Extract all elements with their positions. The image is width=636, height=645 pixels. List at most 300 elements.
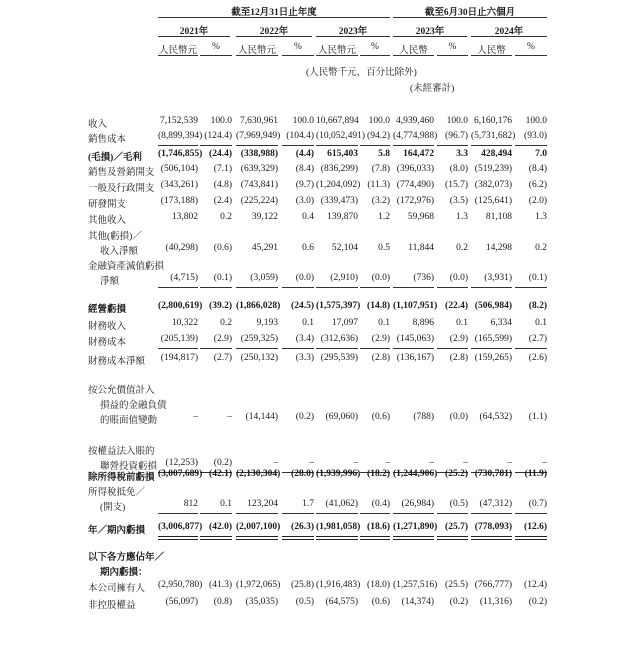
year-rule-2022	[236, 36, 312, 37]
row-label: 淨額	[100, 277, 120, 287]
amount-cell: (1,575,397)	[316, 301, 361, 311]
amount-cell: (1,271,890)	[393, 522, 438, 532]
row-label: 年／期內虧損	[88, 526, 146, 536]
amount-cell: (64,532)	[479, 412, 512, 422]
amount-cell: –	[353, 458, 358, 468]
percent-cell: (18.6)	[367, 522, 390, 532]
row-label: 收入淨額	[100, 247, 139, 257]
percent-cell: (2.9)	[449, 334, 468, 344]
year-header-h1-2023: 2023年	[415, 27, 445, 37]
year-rule-h1-2023	[393, 36, 467, 37]
amount-cell: –	[429, 458, 434, 468]
percent-cell: 100.0	[446, 116, 468, 126]
percent-cell: (12.6)	[524, 522, 547, 532]
subtotal-rule	[437, 287, 468, 288]
subtotal-rule	[236, 513, 278, 514]
amount-cell: 139,870	[327, 212, 358, 222]
percent-cell: (4.8)	[213, 180, 232, 190]
percent-cell: (2.7)	[528, 334, 547, 344]
percent-cell: 100.0	[525, 116, 547, 126]
amount-cell: (1,746,855)	[158, 149, 203, 159]
subtotal-rule	[236, 287, 278, 288]
amount-cell: 45,291	[251, 243, 278, 253]
percent-cell: (2.0)	[528, 196, 547, 206]
row-label: 損益的金融負債	[100, 401, 167, 411]
amount-cell: 81,108	[485, 212, 512, 222]
percent-cell: (0.5)	[449, 499, 468, 509]
total-double-rule	[471, 536, 512, 540]
percent-cell: 7.0	[535, 149, 547, 159]
amount-cell: (1,972,065)	[236, 580, 281, 590]
amount-cell: (1,257,516)	[393, 580, 438, 590]
amount-cell: (343,261)	[160, 180, 198, 190]
subtotal-rule	[282, 145, 314, 146]
percent-cell: (93.0)	[524, 131, 547, 141]
amount-cell: (519,239)	[474, 164, 512, 174]
amount-cell: (506,104)	[160, 164, 198, 174]
percent-cell: (9.7)	[295, 180, 314, 190]
percent-cell: (104.4)	[286, 131, 314, 141]
percent-cell: (2.8)	[449, 353, 468, 363]
amount-cell: 4,939,460	[396, 116, 434, 126]
amount-cell: (3,931)	[484, 273, 512, 283]
percent-cell: 0.4	[302, 212, 314, 222]
percent-cell: (8.4)	[295, 164, 314, 174]
percent-cell: (124.4)	[204, 131, 232, 141]
percent-cell: (2.9)	[371, 334, 390, 344]
column-header-rule	[282, 55, 314, 56]
percent-cell: (39.2)	[209, 301, 232, 311]
subtotal-rule	[360, 513, 390, 514]
row-label: 除所得稅前虧損	[88, 473, 155, 483]
column-header-rule	[236, 55, 278, 56]
amount-cell: (338,988)	[240, 149, 278, 159]
percent-column-header: %	[371, 42, 379, 52]
total-double-rule	[360, 536, 390, 540]
subtotal-rule	[158, 348, 198, 349]
subtotal-rule	[437, 348, 468, 349]
amount-cell: (3,007,689)	[158, 469, 203, 479]
percent-cell: (11.9)	[524, 469, 547, 479]
percent-cell: –	[309, 458, 314, 468]
amount-cell: (1,244,906)	[393, 469, 438, 479]
percent-cell: (8.2)	[528, 301, 547, 311]
column-header-rule	[360, 55, 390, 56]
row-label: 財務成本淨額	[88, 357, 146, 367]
amount-cell: (2,950,780)	[158, 580, 203, 590]
amount-cell: (2,800,619)	[158, 301, 203, 311]
amount-cell: (11,316)	[479, 597, 512, 607]
row-label: 收入	[88, 120, 108, 130]
row-label: 一般及行政開支	[88, 184, 155, 194]
amount-cell: 10,322	[171, 318, 198, 328]
amount-cell: (506,984)	[474, 301, 512, 311]
percent-cell: (0.8)	[213, 597, 232, 607]
subtotal-rule	[282, 287, 314, 288]
percent-cell: (0.2)	[213, 458, 232, 468]
subtotal-rule	[236, 145, 278, 146]
six-month-group-rule	[393, 17, 547, 18]
subtotal-rule	[471, 513, 512, 514]
fiscal-year-group-rule	[158, 17, 390, 18]
amount-cell: (778,093)	[474, 522, 512, 532]
subtotal-rule	[200, 348, 232, 349]
subtotal-rule	[437, 513, 468, 514]
percent-cell: 5.8	[378, 149, 390, 159]
percent-cell: (3.5)	[449, 196, 468, 206]
percent-cell: (0.2)	[295, 412, 314, 422]
percent-cell: (15.7)	[445, 180, 468, 190]
percent-cell: (18.0)	[367, 580, 390, 590]
subtotal-rule	[200, 145, 232, 146]
percent-cell: (2.4)	[213, 196, 232, 206]
subtotal-rule	[360, 348, 390, 349]
amount-cell: 123,204	[247, 499, 278, 509]
amount-cell: (312,636)	[320, 334, 358, 344]
amount-cell: (173,188)	[160, 196, 198, 206]
percent-cell: (18.2)	[367, 469, 390, 479]
subtotal-rule	[515, 287, 547, 288]
amount-cell: 11,844	[408, 243, 434, 253]
amount-cell: (47,312)	[479, 499, 512, 509]
percent-cell: (2.9)	[213, 334, 232, 344]
percent-cell: –	[385, 458, 390, 468]
column-header-rule	[515, 55, 547, 56]
percent-cell: 0.1	[378, 318, 390, 328]
percent-cell: (12.4)	[524, 580, 547, 590]
percent-cell: 0.2	[220, 318, 232, 328]
amount-cell: (1,107,951)	[393, 301, 438, 311]
amount-cell: (4,774,988)	[393, 131, 438, 141]
amount-cell: (1,204,092)	[316, 180, 361, 190]
amount-cell: (64,575)	[325, 597, 358, 607]
amount-cell: (639,329)	[240, 164, 278, 174]
amount-cell: (35,035)	[245, 597, 278, 607]
amount-cell: 17,097	[331, 318, 358, 328]
row-label: 研發開支	[88, 200, 127, 210]
percent-cell: 1.2	[378, 212, 390, 222]
percent-cell: 100.0	[210, 116, 232, 126]
six-month-group-header: 截至6月30日止六個月	[424, 8, 516, 18]
percent-cell: (0.2)	[528, 597, 547, 607]
percent-cell: (2.8)	[371, 353, 390, 363]
amount-cell: –	[273, 458, 278, 468]
amount-cell: (40,298)	[165, 243, 198, 253]
amount-cell: (1,939,996)	[316, 469, 361, 479]
percent-cell: (7.8)	[371, 164, 390, 174]
subtotal-rule	[316, 145, 358, 146]
subtotal-rule	[200, 513, 232, 514]
row-label: 本公司擁有人	[88, 584, 146, 594]
subtotal-rule	[515, 145, 547, 146]
total-double-rule	[282, 536, 314, 540]
percent-cell: (0.0)	[371, 273, 390, 283]
amount-cell: 164,472	[403, 149, 434, 159]
subtotal-rule	[282, 513, 314, 514]
amount-cell: (69,060)	[325, 412, 358, 422]
amount-cell: (8,899,394)	[158, 131, 203, 141]
amount-cell: –	[193, 412, 198, 422]
amount-cell: (339,473)	[320, 196, 358, 206]
percent-cell: 0.1	[535, 318, 547, 328]
amount-cell: 7,152,539	[160, 116, 198, 126]
amount-cell: (736)	[413, 273, 434, 283]
percent-cell: (0.2)	[449, 597, 468, 607]
column-header-rule	[393, 55, 434, 56]
percent-cell: 0.2	[456, 243, 468, 253]
percent-column-header: %	[294, 42, 302, 52]
subtotal-rule	[316, 287, 358, 288]
amount-cell: 6,160,176	[474, 116, 512, 126]
subtotal-rule	[393, 145, 434, 146]
amount-cell: (136,167)	[396, 353, 434, 363]
amount-cell: (125,641)	[474, 196, 512, 206]
percent-cell: 0.2	[220, 212, 232, 222]
percent-cell: (0.1)	[213, 273, 232, 283]
total-double-rule	[200, 536, 232, 540]
amount-cell: (14,144)	[245, 412, 278, 422]
row-label: (毛損)／毛利	[88, 153, 142, 163]
currency-column-header: 人民幣元	[237, 46, 276, 56]
percent-cell: (25.7)	[445, 522, 468, 532]
percent-cell: (8.0)	[449, 164, 468, 174]
percent-cell: 100.0	[368, 116, 390, 126]
amount-cell: (396,033)	[396, 164, 434, 174]
row-label: 非控股權益	[88, 601, 136, 611]
column-header-rule	[471, 55, 512, 56]
percent-cell: (24.4)	[209, 149, 232, 159]
amount-cell: (259,325)	[240, 334, 278, 344]
subtotal-rule	[236, 348, 278, 349]
subtotal-rule	[515, 348, 547, 349]
amount-cell: (56,097)	[165, 597, 198, 607]
currency-column-header: 人民幣	[477, 46, 506, 56]
row-label: 按權益法入賬的	[88, 447, 155, 457]
year-rule-2021	[158, 36, 230, 37]
amount-cell: 39,122	[251, 212, 278, 222]
row-label: (開支)	[100, 503, 126, 513]
amount-cell: (5,731,682)	[471, 131, 516, 141]
amount-cell: (159,265)	[474, 353, 512, 363]
percent-cell: (4.4)	[295, 149, 314, 159]
percent-cell: (0.5)	[295, 597, 314, 607]
percent-cell: (2.7)	[213, 353, 232, 363]
amount-cell: 812	[183, 499, 198, 509]
subtotal-rule	[515, 513, 547, 514]
amount-cell: (730,781)	[474, 469, 512, 479]
percent-cell: (2.6)	[528, 353, 547, 363]
amount-cell: (165,599)	[474, 334, 512, 344]
subtotal-rule	[471, 287, 512, 288]
percent-cell: (0.0)	[295, 273, 314, 283]
amount-cell: (7,969,949)	[236, 131, 281, 141]
percent-cell: (7.1)	[213, 164, 232, 174]
subtotal-rule	[471, 145, 512, 146]
subtotal-rule	[471, 348, 512, 349]
percent-cell: (42.1)	[209, 469, 232, 479]
percent-cell: (0.0)	[449, 273, 468, 283]
percent-cell: (25.8)	[291, 580, 314, 590]
amount-cell: (4,715)	[170, 273, 198, 283]
subtotal-rule	[316, 513, 358, 514]
amount-cell: (145,063)	[396, 334, 434, 344]
amount-cell: (382,073)	[474, 180, 512, 190]
year-header-2021: 2021年	[179, 27, 209, 37]
percent-cell: 1.3	[456, 212, 468, 222]
row-label: 期內虧損：	[100, 568, 148, 578]
amount-cell: 7,630,961	[240, 116, 278, 126]
amount-cell: (41,062)	[325, 499, 358, 509]
percent-cell: (94.2)	[367, 131, 390, 141]
subtotal-rule	[437, 145, 468, 146]
amount-cell: (12,253)	[165, 458, 198, 468]
percent-cell: (25.5)	[445, 580, 468, 590]
subtotal-rule	[158, 513, 198, 514]
year-header-2022: 2022年	[259, 27, 289, 37]
amount-cell: (3,006,877)	[158, 522, 203, 532]
year-header-2023: 2023年	[338, 27, 368, 37]
amount-cell: 10,667,894	[316, 116, 359, 126]
amount-cell: (2,007,100)	[236, 522, 281, 532]
subtotal-rule	[200, 287, 232, 288]
subtotal-rule	[393, 348, 434, 349]
unaudited-note: (未經審計)	[410, 84, 455, 94]
percent-cell: (96.7)	[445, 131, 468, 141]
amount-cell: (26,984)	[401, 499, 434, 509]
total-double-rule	[158, 536, 198, 540]
percent-cell: 0.1	[456, 318, 468, 328]
percent-column-header: %	[212, 42, 220, 52]
amount-cell: 9,193	[256, 318, 278, 328]
percent-cell: (3.0)	[295, 196, 314, 206]
row-label: 金融資產減值虧損	[88, 262, 165, 272]
percent-cell: (0.6)	[371, 412, 390, 422]
year-rule-h1-2024	[471, 36, 547, 37]
percent-column-header: %	[527, 42, 535, 52]
percent-cell: 0.5	[378, 243, 390, 253]
column-header-rule	[200, 55, 232, 56]
amount-cell: 6,334	[490, 318, 512, 328]
amount-cell: (743,841)	[240, 180, 278, 190]
amount-cell: (205,139)	[160, 334, 198, 344]
percent-cell: (0.6)	[371, 597, 390, 607]
percent-cell: 100.0	[292, 116, 314, 126]
percent-cell: (42.0)	[209, 522, 232, 532]
percent-cell: (0.1)	[528, 273, 547, 283]
percent-cell: (6.2)	[528, 180, 547, 190]
subtotal-rule	[282, 348, 314, 349]
percent-cell: (25.2)	[445, 469, 468, 479]
subtotal-rule	[360, 145, 390, 146]
amount-cell: (14,374)	[401, 597, 434, 607]
row-label: 其他收入	[88, 216, 127, 226]
percent-cell: (28.0)	[291, 469, 314, 479]
unit-note: (人民幣千元，百分比除外)	[306, 68, 417, 78]
percent-cell: (8.4)	[528, 164, 547, 174]
percent-cell: 1.3	[535, 212, 547, 222]
amount-cell: (3,059)	[250, 273, 278, 283]
amount-cell: 59,968	[407, 212, 434, 222]
total-double-rule	[393, 536, 434, 540]
row-label: 其他(虧損)／	[88, 232, 142, 242]
amount-cell: (295,539)	[320, 353, 358, 363]
row-label: 財務成本	[88, 338, 127, 348]
percent-cell: 3.3	[456, 149, 468, 159]
row-label: 按公允價值計入	[88, 386, 155, 396]
subtotal-rule	[393, 513, 434, 514]
percent-cell: 0.6	[302, 243, 314, 253]
percent-cell: (22.4)	[445, 301, 468, 311]
row-label: 所得稅抵免／	[88, 488, 146, 498]
subtotal-rule	[316, 348, 358, 349]
amount-cell: (10,052,491)	[316, 131, 366, 141]
subtotal-rule	[393, 287, 434, 288]
percent-cell: 1.7	[302, 499, 314, 509]
percent-cell: (3.2)	[371, 196, 390, 206]
percent-cell: –	[463, 458, 468, 468]
row-label: 銷售及營銷開支	[88, 168, 155, 178]
percent-cell: 0.2	[535, 243, 547, 253]
percent-cell: (14.8)	[367, 301, 390, 311]
amount-cell: (225,224)	[240, 196, 278, 206]
amount-cell: (172,976)	[396, 196, 434, 206]
amount-cell: 428,494	[481, 149, 512, 159]
subtotal-rule	[360, 287, 390, 288]
percent-cell: (1.1)	[528, 412, 547, 422]
subtotal-rule	[158, 145, 198, 146]
percent-cell: (0.4)	[371, 499, 390, 509]
percent-column-header: %	[448, 42, 457, 52]
amount-cell: (1,866,028)	[236, 301, 281, 311]
percent-cell: 0.1	[220, 499, 232, 509]
row-label: 以下各方應佔年／	[88, 553, 165, 563]
amount-cell: 615,403	[327, 149, 358, 159]
amount-cell: 14,298	[485, 243, 512, 253]
row-label: 財務收入	[88, 322, 127, 332]
column-header-rule	[158, 55, 198, 56]
percent-cell: 0.1	[302, 318, 314, 328]
currency-column-header: 人民幣	[399, 46, 428, 56]
currency-column-header: 人民幣元	[158, 46, 197, 56]
percent-cell: (0.7)	[528, 499, 547, 509]
percent-cell: (24.5)	[291, 301, 314, 311]
subtotal-rule	[158, 287, 198, 288]
amount-cell: (788)	[413, 412, 434, 422]
column-header-rule	[437, 55, 468, 56]
row-label: 經營虧損	[88, 305, 127, 315]
year-header-h1-2024: 2024年	[494, 27, 524, 37]
amount-cell: 52,104	[331, 243, 358, 253]
amount-cell: (1,981,058)	[316, 522, 361, 532]
total-double-rule	[316, 536, 358, 540]
percent-cell: –	[542, 458, 547, 468]
currency-column-header: 人民幣元	[317, 46, 356, 56]
percent-cell: (41.3)	[209, 580, 232, 590]
total-double-rule	[437, 536, 468, 540]
amount-cell: (194,817)	[160, 353, 198, 363]
row-label: 聯營投資虧損	[100, 462, 158, 472]
row-label: 的賬面值變動	[100, 416, 158, 426]
amount-cell: 13,802	[171, 212, 198, 222]
amount-cell: 8,896	[412, 318, 434, 328]
total-double-rule	[515, 536, 547, 540]
amount-cell: (836,299)	[320, 164, 358, 174]
fiscal-year-group-header: 截至12月31日止年度	[231, 8, 317, 18]
column-header-rule	[316, 55, 358, 56]
amount-cell: (766,777)	[474, 580, 512, 590]
row-label: 銷售成本	[88, 135, 127, 145]
percent-cell: (0.0)	[449, 412, 468, 422]
